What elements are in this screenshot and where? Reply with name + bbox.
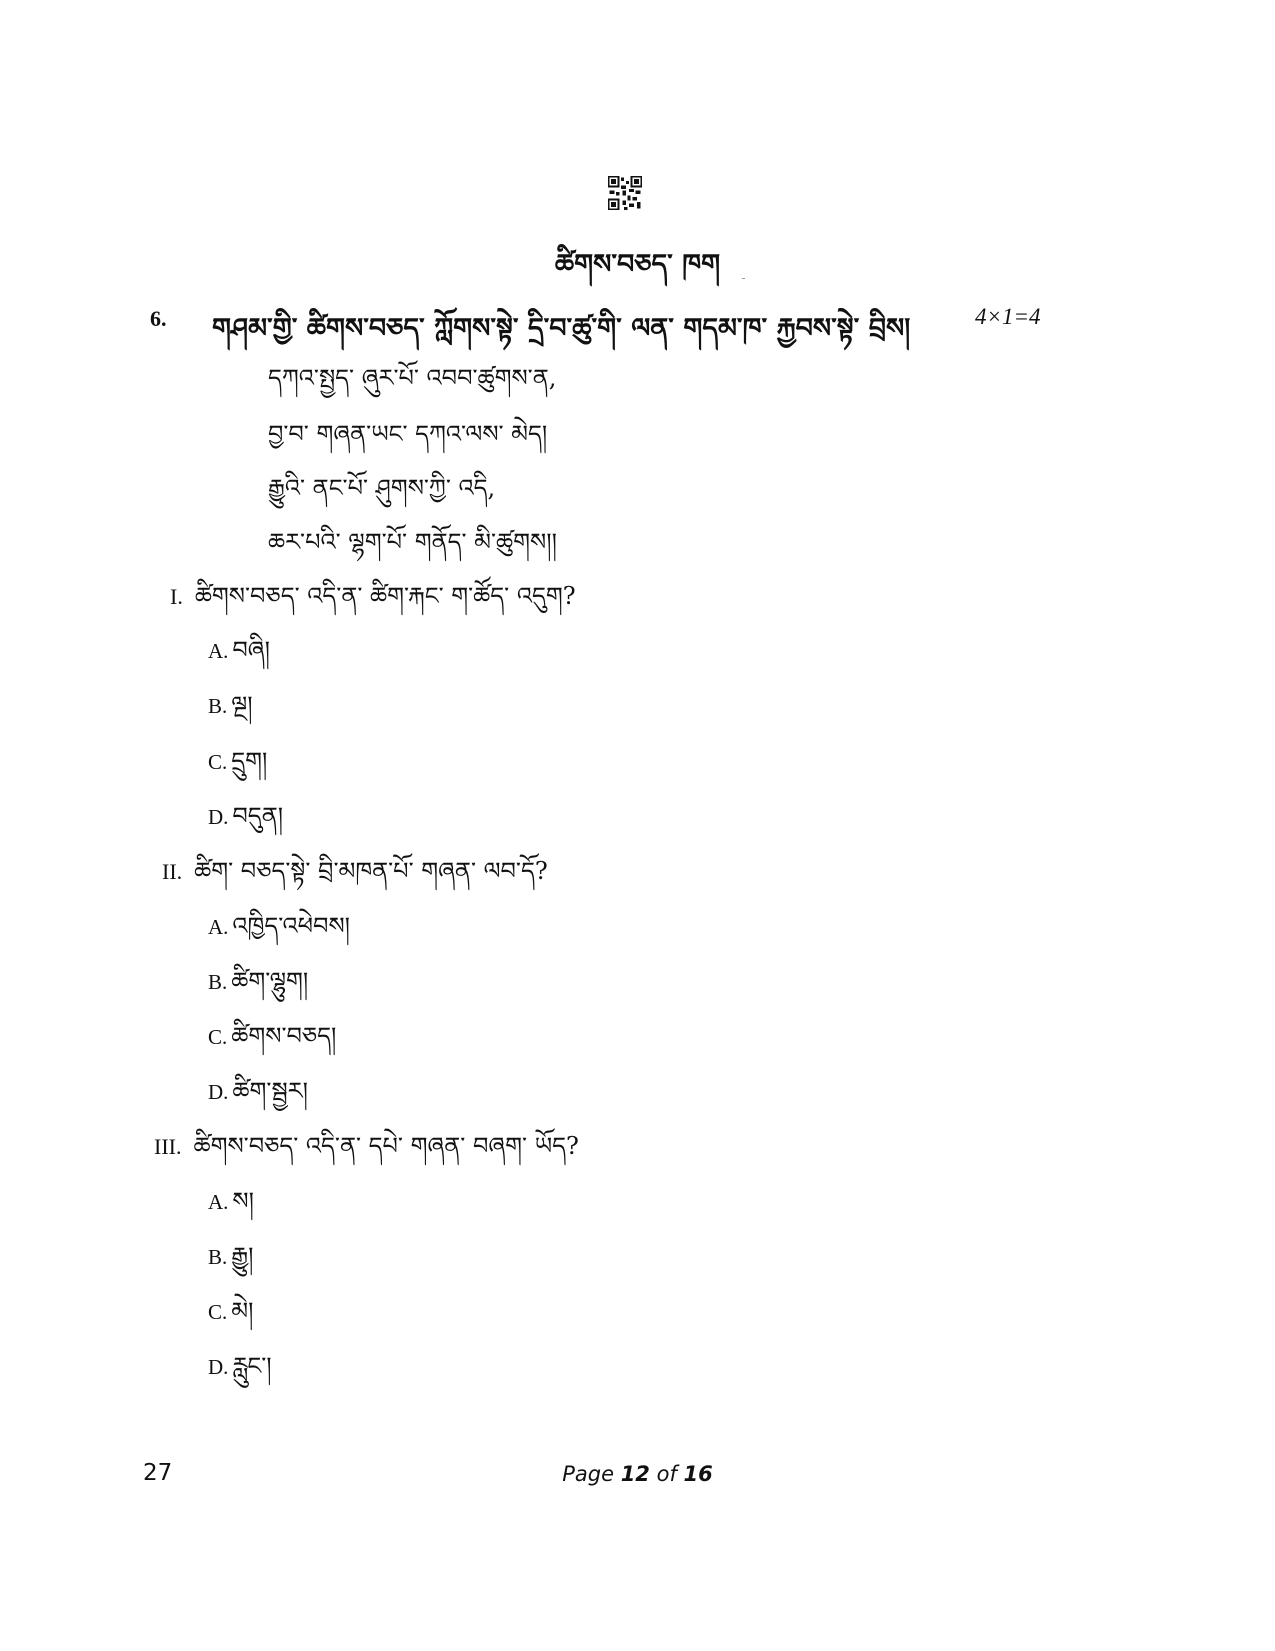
subquestion-numeral: II. (162, 859, 183, 884)
option-letter: C. (208, 1300, 228, 1324)
option-letter: C. (208, 1025, 228, 1049)
option-text: དྲུག། (231, 747, 268, 775)
option-letter: D. (208, 805, 229, 829)
page-indicator (0, 1462, 1275, 1486)
option-text: ལྔ། (231, 691, 253, 719)
subquestion-text: ཚིགས་བཅད་ འདི་ན་ ཚིག་རྐང་ ག་ཚོད་ འདུག? (194, 582, 576, 610)
option-text: བཞི། (232, 636, 270, 664)
paper-code: 27 (143, 1460, 173, 1486)
page-word: Page (562, 1462, 614, 1486)
option-letter: D. (208, 1355, 229, 1379)
question-text: གཤམ་གྱི་ ཚིགས་བཅད་ ཀློགས་སྟེ་ དྲི་བ་ཚུ་གི་ ལན་ གདམ་ཁ་ རྐྱབས་སྟེ་ བྲིས། (212, 313, 911, 344)
subquestion-text: ཚིགས་བཅད་ འདི་ན་ དཔེ་ གཞན་ བཞག་ ཡོད? (193, 1132, 579, 1160)
option-text: ས། (232, 1187, 254, 1215)
option-text: ཚིག་ལྷུག། (231, 967, 309, 995)
option-letter: D. (208, 1080, 229, 1104)
option-letter: B. (208, 970, 228, 994)
option-text: འཁྱིད་འཕེབས། (232, 912, 350, 940)
question-marks: 4×1=4 (975, 304, 1041, 329)
option-letter: A. (208, 639, 229, 663)
option-text: ཚིགས་བཅད། (231, 1022, 337, 1050)
page-total: 16 (683, 1462, 713, 1486)
verse-line: བྱ་བ་ གཞན་ཡང་ དཀའ་ལས་ མེད། (268, 420, 548, 448)
section-title: ཚིགས་བཅད་ ཁག (554, 249, 721, 280)
verse-line: དཀའ་སྤྱད་ ཞུར་པོ་ འབབ་ཚུགས་ན, (268, 364, 557, 392)
subquestion-text: ཚིག་ བཅད་སྟེ་ བྲི་མཁན་པོ་ གཞན་ ལབ་དོ? (194, 857, 548, 885)
option-text: ཚིག་སྦྱར། (232, 1077, 308, 1105)
option-text: རྒྱུ། (231, 1242, 254, 1270)
option-text: མེ། (231, 1297, 254, 1325)
page-of: of (656, 1462, 677, 1486)
option-letter: C. (208, 750, 228, 774)
option-letter: B. (208, 1245, 228, 1269)
subquestion-numeral: III. (154, 1134, 182, 1159)
page-current: 12 (620, 1462, 650, 1486)
option-letter: A. (208, 1190, 229, 1214)
option-3d[interactable] (208, 1340, 272, 1407)
option-letter: B. (208, 694, 228, 718)
option-letter: A. (208, 915, 229, 939)
verse-line: ཆར་པའི་ ལྷག་པོ་ གནོད་ མི་ཚུགས།། (268, 528, 557, 556)
question-number: 6. (150, 306, 167, 331)
verse-line: རྒྱུའི་ ནང་པོ་ ཤུགས་ཀྱི་ འདི, (268, 474, 496, 502)
option-text: བདུན། (232, 802, 284, 830)
qr-code-icon (608, 176, 642, 210)
subquestion-numeral: I. (170, 584, 183, 609)
option-text: རླུང་། (232, 1352, 272, 1380)
